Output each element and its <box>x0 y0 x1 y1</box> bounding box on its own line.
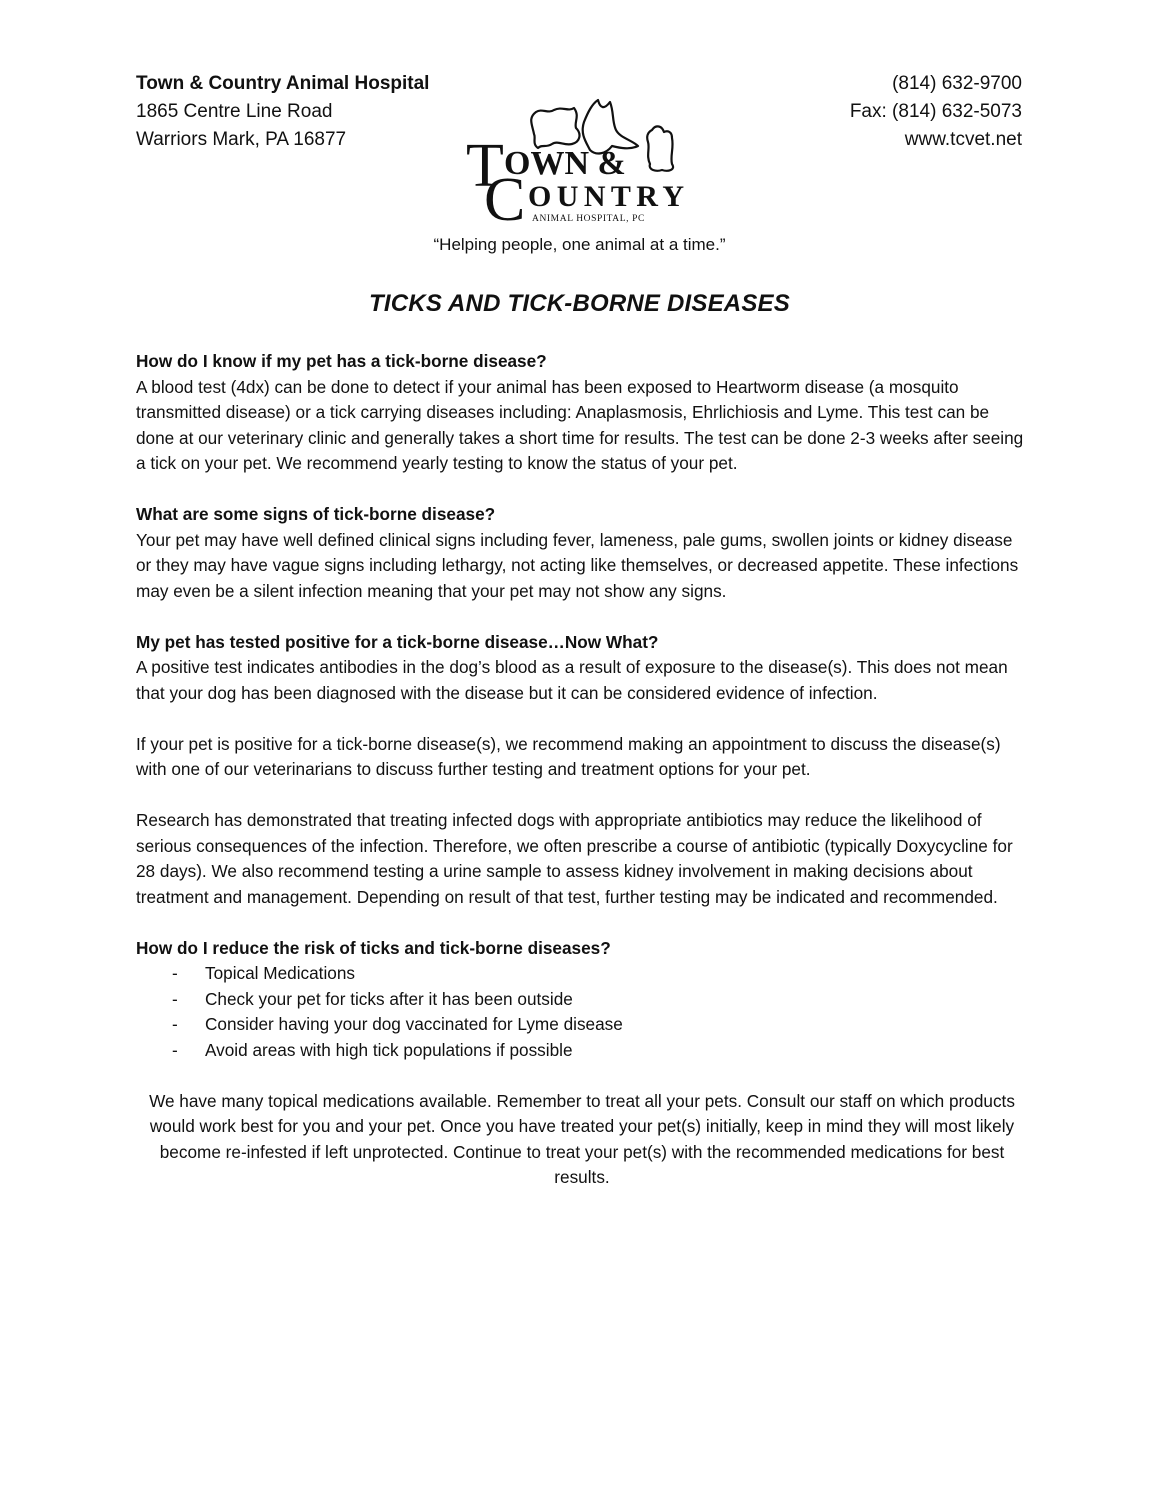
closing-paragraph: We have many topical medications available. Remember to treat all your pets. Consult our staff on which products would work best for you and your pet. Once you have treated your pet(s) initially, keep in mind they will most likely become re-infested if left unprotected. Continue to treat your pet(s) with the recommended medications for best results. <box>149 1090 1015 1187</box>
list-item <box>136 987 1028 1013</box>
page-title: TICKS AND TICK-BORNE DISEASES <box>369 290 790 317</box>
list-item <box>136 1038 1028 1064</box>
clinic-name: Town & Country Animal Hospital <box>136 73 430 94</box>
section-heading-positive: My pet has tested positive for a tick-borne disease…Now What? <box>136 631 659 652</box>
clinic-logo <box>462 94 694 226</box>
fax-number: Fax: (814) 632-5073 <box>849 101 1022 122</box>
section-body-signs: Your pet may have well defined clinical signs including fever, lameness, pale gums, swollen joints or kidney disease or they may have vague signs including lethargy, not acting like themselves, or decreased appetite. These infections may even be a silent infection meaning that your pet may not show any signs. <box>136 529 1019 601</box>
address-line-1: 1865 Centre Line Road <box>136 101 333 122</box>
logo-line-1: OWN & <box>504 145 626 182</box>
list-item-text: Check your pet for ticks after it has been outside <box>205 988 573 1009</box>
tagline: “Helping people, one animal at a time.” <box>433 235 726 254</box>
dog-outline-icon <box>531 108 579 148</box>
logo-letter-c: C <box>484 166 526 226</box>
list-bullet: - <box>172 1039 178 1060</box>
section-heading-signs: What are some signs of tick-borne disease? <box>136 504 496 524</box>
logo-line-2: OUNTRY <box>528 180 684 213</box>
list-bullet: - <box>172 988 178 1009</box>
phone-number: (814) 632-9700 <box>892 73 1022 94</box>
section-body-detection: A blood test (4dx) can be done to detect if your animal has been exposed to Heartworm disease (a mosquito transmitted disease) or a tick carrying diseases including: Anaplasmosis, Ehrlichiosis and Lyme. This test can be done at our veterinary clinic and generally takes a short time for results. The test can be done 2-3 weeks after seeing a tick on your pet. We recommend yearly testing to know the status of your pet. <box>136 376 1024 473</box>
address-line-2: Warriors Mark, PA 16877 <box>136 129 347 150</box>
document-body <box>136 349 1028 1191</box>
clinic-contact-block <box>850 70 1022 154</box>
website-url: www.tcvet.net <box>904 129 1022 150</box>
section-body-positive-3: Research has demonstrated that treating infected dogs with appropriate antibiotics may reduce the likelihood of serious consequences of the infection. Therefore, we often prescribe a course of antibiotic (typically Doxycycline for 28 days). We also recommend testing a urine sample to assess kidney involvement in making decisions about treatment and management. Depending on result of that test, further testing may be indicated and recommended. <box>136 810 1013 907</box>
list-item-text: Avoid areas with high tick populations if possible <box>205 1039 573 1060</box>
prevention-list <box>136 961 1028 1063</box>
list-item <box>136 1012 1028 1038</box>
clinic-address-block <box>136 70 429 154</box>
list-bullet: - <box>172 963 178 983</box>
list-bullet: - <box>172 1014 178 1034</box>
section-heading-prevention: How do I reduce the risk of ticks and tick-borne diseases? <box>136 937 611 958</box>
section-heading-detection: How do I know if my pet has a tick-borne disease? <box>136 351 547 371</box>
logo-letter-t: T <box>466 132 504 200</box>
section-body-positive-2: If your pet is positive for a tick-borne disease(s), we recommend making an appointment to discuss the disease(s) with one of our veterinarians to discuss further testing and treatment options for your pet. <box>136 733 1001 779</box>
list-item-text: Topical Medications <box>205 963 355 983</box>
section-body-positive-1: A positive test indicates antibodies in the dog’s blood as a result of exposure to the disease(s). This does not mean that your dog has been diagnosed with the disease but it can be considered evidence of infection. <box>136 657 1008 703</box>
logo-subline: ANIMAL HOSPITAL, PC <box>532 214 645 224</box>
list-item <box>136 961 1028 987</box>
list-item-text: Consider having your dog vaccinated for Lyme disease <box>205 1014 623 1034</box>
cat-outline-icon <box>647 126 673 170</box>
